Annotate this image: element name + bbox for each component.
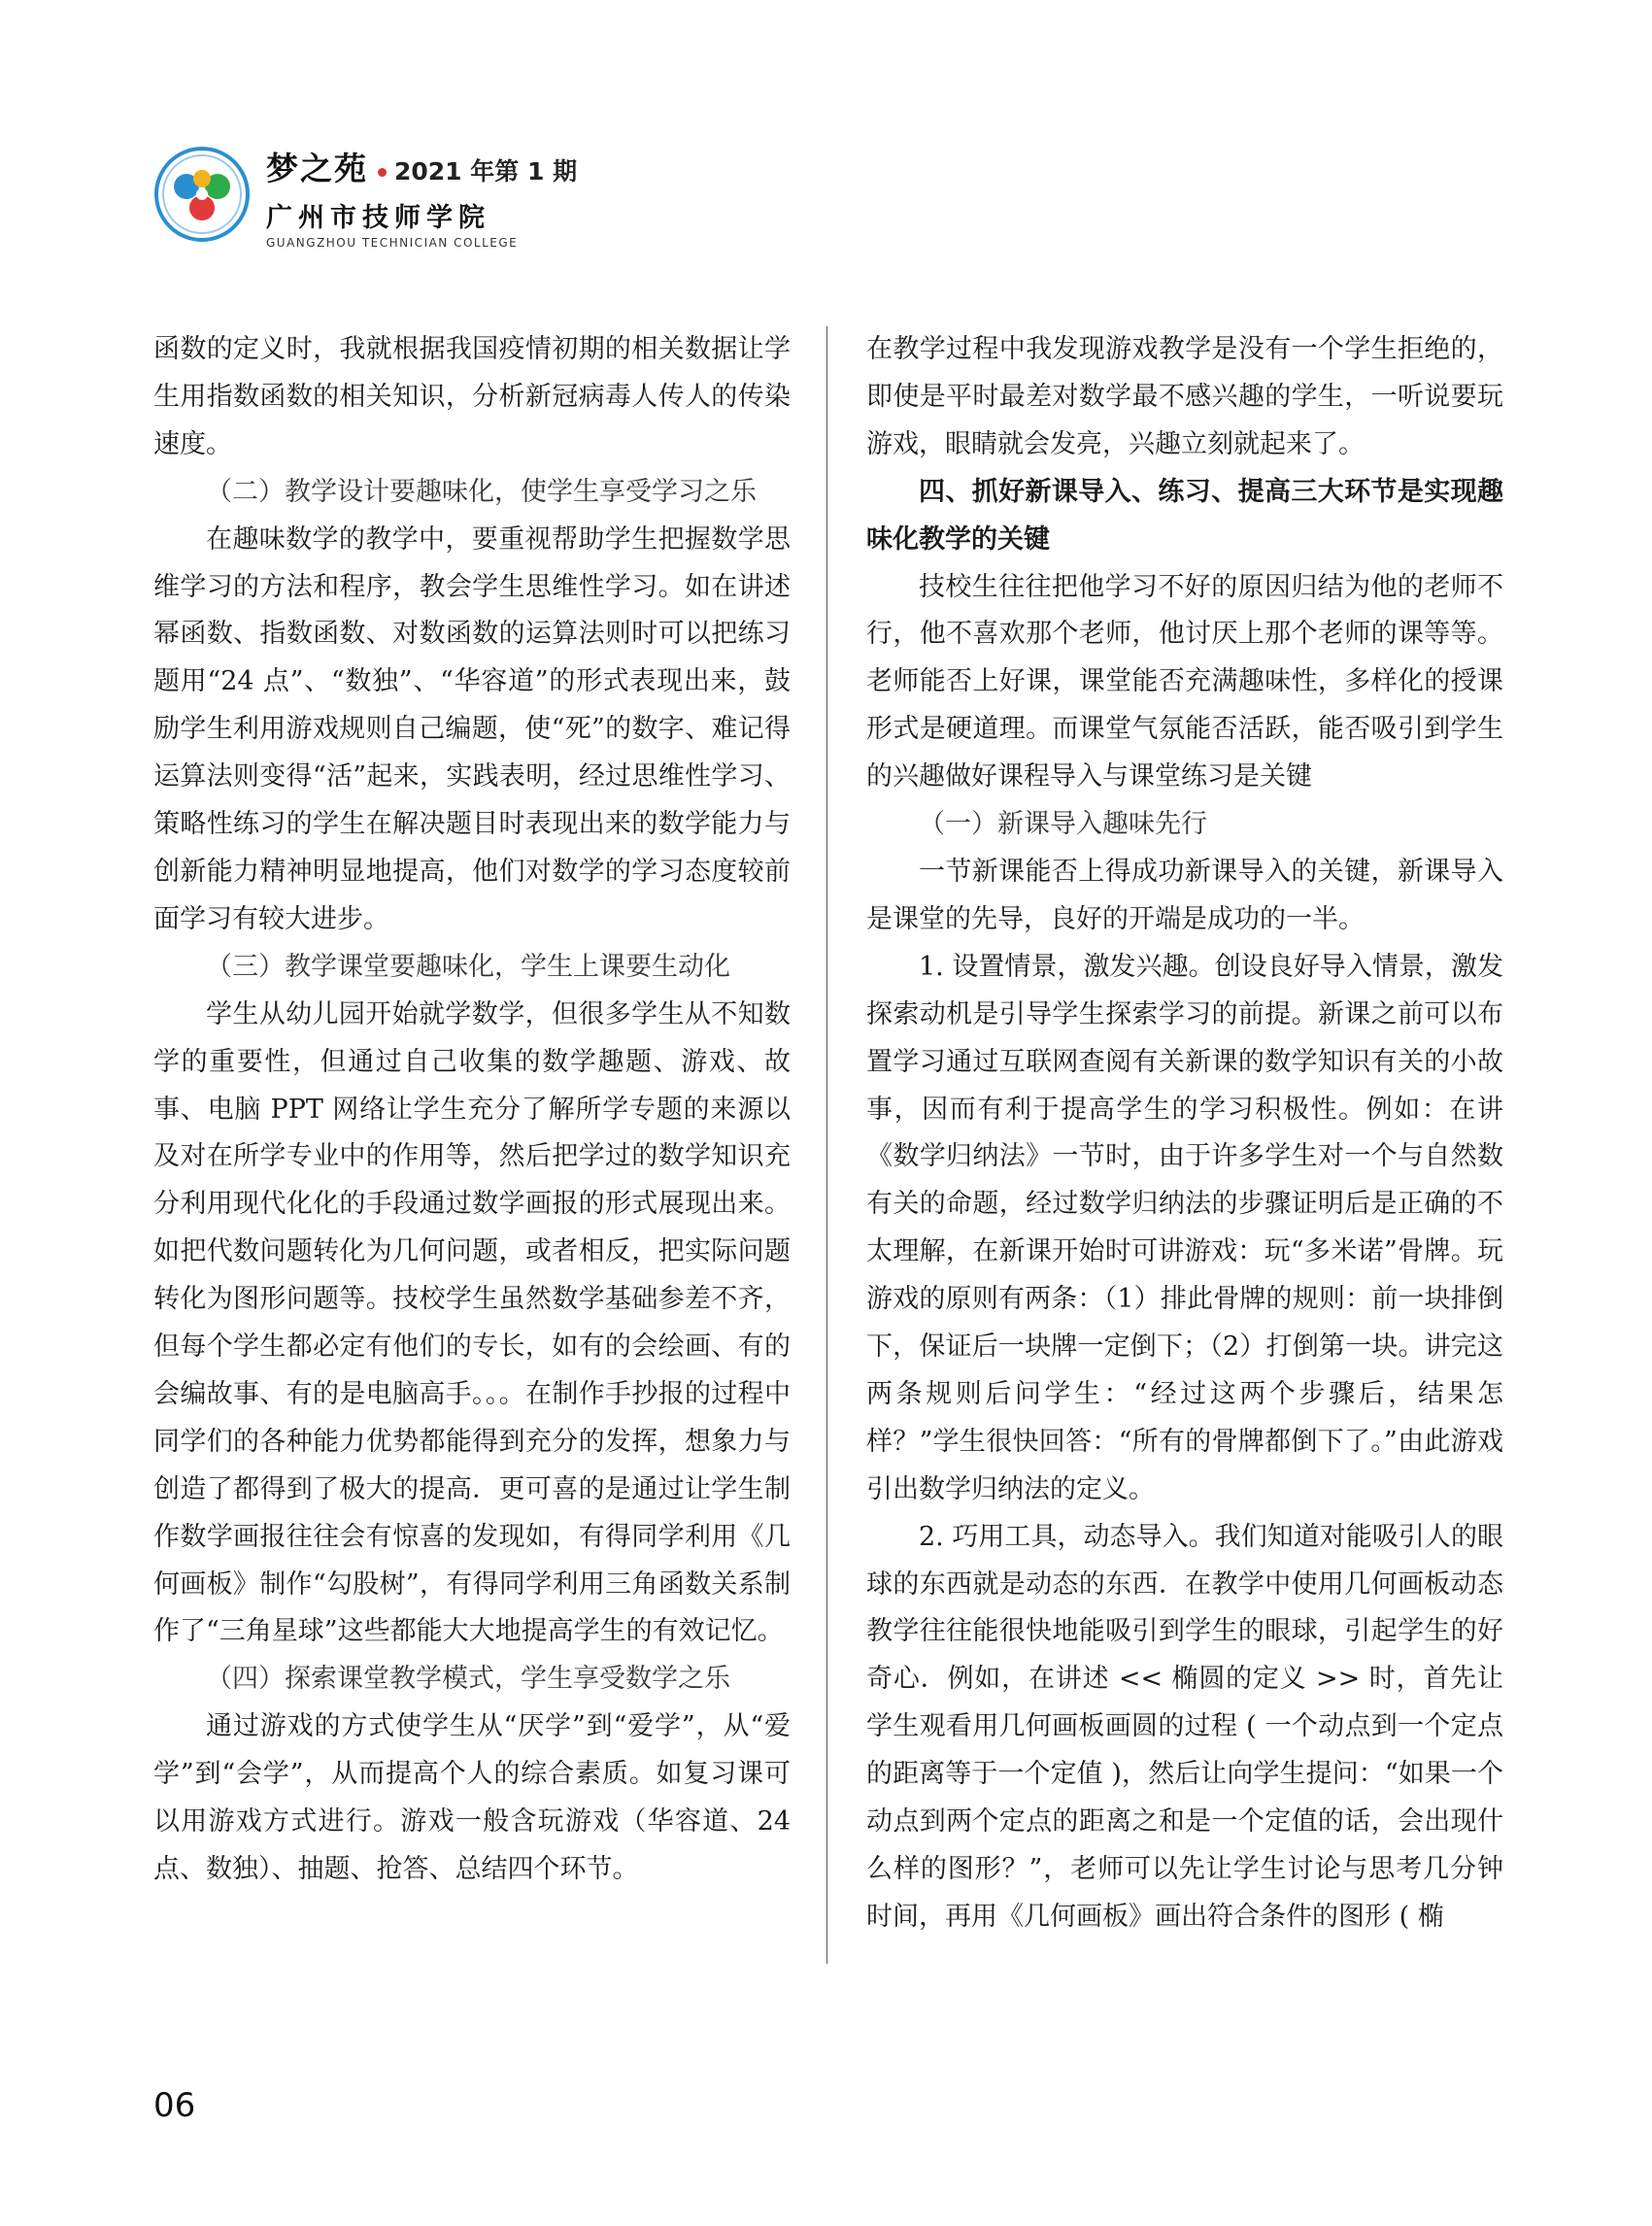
- paragraph: 学生从幼儿园开始就学数学，但很多学生从不知数学的重要性，但通过自己收集的数学趣题、游戏、故事、电脑 PPT 网络让学生充分了解所学专题的来源以及对在所学专业中的作用等，然后把学过的数学知识充分利用现代化化的手段通过数学画报的形式展现出来。如把代数问题转化为几何问题，或者相反，把实际问题转化为图形问题等。技校学生虽然数学基础参差不齐，但每个学生都必定有他们的专长，如有的会绘画、有的会编故事、有的是电脑高手。。。在制作手抄报的过程中同学们的各种能力优势都能得到充分的发挥，想象力与创造了都得到了极大的提高．更可喜的是通过让学生制作数学画报往往会有惊喜的发现如，有得同学利用《几何画板》制作“勾股树”，有得同学利用三角函数关系制作了“三角星球”这些都能大大地提高学生的有效记忆。: [153, 998, 791, 1647]
- magazine-brand: 梦之苑: [266, 150, 368, 187]
- section-subheading: （三）教学课堂要趣味化，学生上课要生动化: [206, 951, 730, 982]
- paragraph: 技校生往往把他学习不好的原因归结为他的老师不行，他不喜欢那个老师，他讨厌上那个老师的课等等。老师能否上好课，课堂能否充满趣味性，多样化的授课形式是硬道理。而课堂气氛能否活跃，能否吸引到学生的兴趣做好课程导入与课堂练习是关键: [866, 571, 1503, 793]
- column-divider: [826, 326, 827, 1964]
- separator-dot-icon: [378, 168, 387, 177]
- college-name-en: GUANGZHOU TECHNICIAN COLLEGE: [266, 236, 519, 250]
- paragraph: 一节新课能否上得成功新课导入的关键，新课导入是课堂的先导，良好的开端是成功的一半。: [866, 856, 1503, 934]
- section-subheading: （四）探索课堂教学模式，学生享受数学之乐: [206, 1664, 730, 1695]
- paragraph: 在趣味数学的教学中，要重视帮助学生把握数学思维学习的方法和程序，教会学生思维性学习。如在讲述幂函数、指数函数、对数函数的运算法则时可以把练习题用“24 点”、“数独”、“华容道”的形式表现出来，鼓励学生利用游戏规则自己编题，使“死”的数字、难记得运算法则变得“活”起来，实践表明，经过思维性学习、策略性练习的学生在解决题目时表现出来的数学能力与创新能力精神明显地提高，他们对数学的学习态度较前面学习有较大进步。: [153, 523, 791, 934]
- paragraph: 函数的定义时，我就根据我国疫情初期的相关数据让学生用指数函数的相关知识，分析新冠病毒人传人的传染速度。: [153, 334, 791, 459]
- college-name-cn: 广州市技师学院: [266, 203, 490, 233]
- section-subheading: （一）新课导入趣味先行: [919, 809, 1207, 840]
- right-column: [866, 326, 1503, 1941]
- header: [153, 146, 697, 253]
- issue-label: 2021 年第 1 期: [394, 157, 578, 186]
- section-subheading: （二）教学设计要趣味化，使学生享受学习之乐: [206, 476, 757, 507]
- paragraph: 在教学过程中我发现游戏教学是没有一个学生拒绝的，即使是平时最差对数学最不感兴趣的学生，一听说要玩游戏，眼睛就会发亮，兴趣立刻就起来了。: [866, 334, 1503, 459]
- paragraph: 通过游戏的方式使学生从“厌学”到“爱学”，从“爱学”到“会学”，从而提高个人的综合素质。如复习课可以用游戏方式进行。游戏一般含玩游戏（华容道、24 点、数独）、抽题、抢答、总结四个环节。: [153, 1711, 791, 1884]
- paragraph: 2. 巧用工具，动态导入。我们知道对能吸引人的眼球的东西就是动态的东西．在教学中使用几何画板动态教学往往能很快地能吸引到学生的眼球，引起学生的好奇心．例如，在讲述 << 椭圆的定义 >> 时，首先让学生观看用几何画板画圆的过程 ( 一个动点到一个定点的距离等于一个定值 )，然后让向学生提问：“如果一个动点到两个定点的距离之和是一个定值的话，会出现什么样的图形？”，老师可以先让学生讨论与思考几分钟时间，再用《几何画板》画出符合条件的图形 ( 椭: [866, 1521, 1503, 1932]
- page-number: 06: [153, 2086, 196, 2125]
- college-logo-icon: [153, 146, 251, 243]
- left-column: [153, 326, 791, 1894]
- section-heading: 四、抓好新课导入、练习、提高三大环节是实现趣味化教学的关键: [866, 476, 1503, 555]
- paragraph: 1. 设置情景，激发兴趣。创设良好导入情景，激发探索动机是引导学生探索学习的前提。新课之前可以布置学习通过互联网查阅有关新课的数学知识有关的小故事，因而有利于提高学生的学习积极性。例如：在讲《数学归纳法》一节时，由于许多学生对一个与自然数有关的命题，经过数学归纳法的步骤证明后是正确的不太理解，在新课开始时可讲游戏：玩“多米诺”骨牌。玩游戏的原则有两条：（1）排此骨牌的规则：前一块排倒下，保证后一块牌一定倒下；（2）打倒第一块。讲完这两条规则后问学生：“经过这两个步骤后，结果怎样？”学生很快回答：“所有的骨牌都倒下了。”由此游戏引出数学归纳法的定义。: [866, 951, 1503, 1504]
